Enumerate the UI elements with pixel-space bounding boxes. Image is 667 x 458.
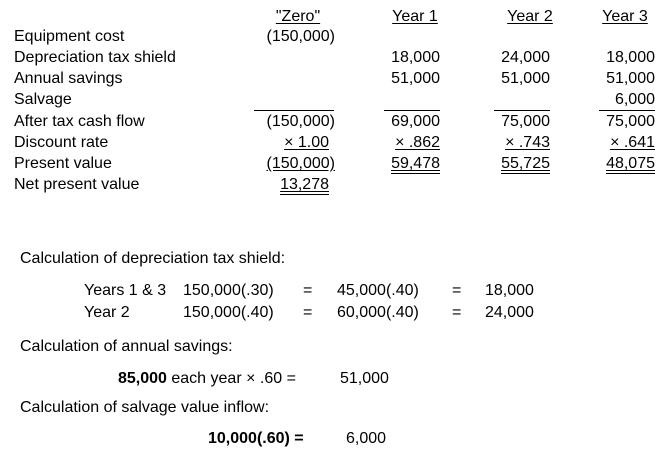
sum-rule-year-2 [494,110,550,111]
depreciation-row-1-expr: 150,000(.30) [183,282,274,299]
depreciation-row-2-equals: = [303,304,313,321]
depreciation-row-1-equals-2: = [452,282,462,299]
sum-rule-year-3 [599,110,655,111]
depreciation-row-2-label: Year 2 [84,304,130,321]
cell-after-tax-cash-flow-year-3: 75,000 [606,113,655,130]
cell-discount-rate-year-1: × .862 [395,134,440,151]
cell-discount-rate-zero: × 1.00 [284,134,329,151]
row-label-depreciation-tax-shield: Depreciation tax shield [14,49,176,66]
cell-discount-rate-year-2: × .743 [505,134,550,151]
cell-depreciation-year-1: 18,000 [391,49,440,66]
salvage-heading: Calculation of salvage value inflow: [20,399,270,416]
annual-savings-result: 51,000 [340,370,389,387]
cell-present-value-zero: (150,000) [266,155,335,172]
salvage-result: 6,000 [346,430,387,447]
cell-annual-savings-year-3: 51,000 [606,70,655,87]
column-header-year-3: Year 3 [602,8,648,25]
row-label-salvage: Salvage [14,91,72,108]
row-label-present-value: Present value [14,155,112,172]
cell-net-present-value-zero: 13,278 [280,176,329,193]
depreciation-row-2-result: 24,000 [485,304,534,321]
depreciation-heading: Calculation of depreciation tax shield: [20,250,286,267]
depreciation-row-2-equals-2: = [452,304,462,321]
cell-after-tax-cash-flow-year-1: 69,000 [391,113,440,130]
row-label-annual-savings: Annual savings [14,70,123,87]
cell-salvage-year-3: 6,000 [614,91,655,108]
cell-equipment-cost-zero: (150,000) [266,28,335,45]
cell-annual-savings-year-1: 51,000 [391,70,440,87]
cell-depreciation-year-3: 18,000 [606,49,655,66]
cell-present-value-year-1: 59,478 [391,155,440,172]
row-label-equipment-cost: Equipment cost [14,28,125,45]
cell-present-value-year-2: 55,725 [501,155,550,172]
annual-savings-expression [118,370,296,388]
depreciation-row-1-equals: = [303,282,313,299]
column-header-zero: "Zero" [275,8,321,25]
cell-annual-savings-year-2: 51,000 [501,70,550,87]
salvage-expression: 10,000(.60) = [208,430,304,447]
depreciation-row-1-label: Years 1 & 3 [84,282,167,299]
depreciation-row-2-expr: 150,000(.40) [183,304,274,321]
row-label-after-tax-cash-flow: After tax cash flow [14,113,145,130]
annual-savings-expr-rest: each year × .60 = [166,370,296,387]
depreciation-row-2-mid: 60,000(.40) [337,304,419,321]
column-header-year-2: Year 2 [507,8,553,25]
sum-rule-year-1 [384,110,440,111]
cell-after-tax-cash-flow-year-2: 75,000 [501,113,550,130]
sum-rule-zero [254,110,334,111]
cell-after-tax-cash-flow-zero: (150,000) [266,113,335,130]
cell-discount-rate-year-3: × .641 [610,134,655,151]
cell-present-value-year-3: 48,075 [606,155,655,172]
annual-savings-amount: 85,000 [118,370,167,387]
annual-savings-heading: Calculation of annual savings: [20,338,233,355]
row-label-discount-rate: Discount rate [14,134,109,151]
row-label-net-present-value: Net present value [14,176,140,193]
cell-depreciation-year-2: 24,000 [501,49,550,66]
depreciation-row-1-result: 18,000 [485,282,534,299]
depreciation-row-1-mid: 45,000(.40) [337,282,419,299]
column-header-year-1: Year 1 [392,8,438,25]
